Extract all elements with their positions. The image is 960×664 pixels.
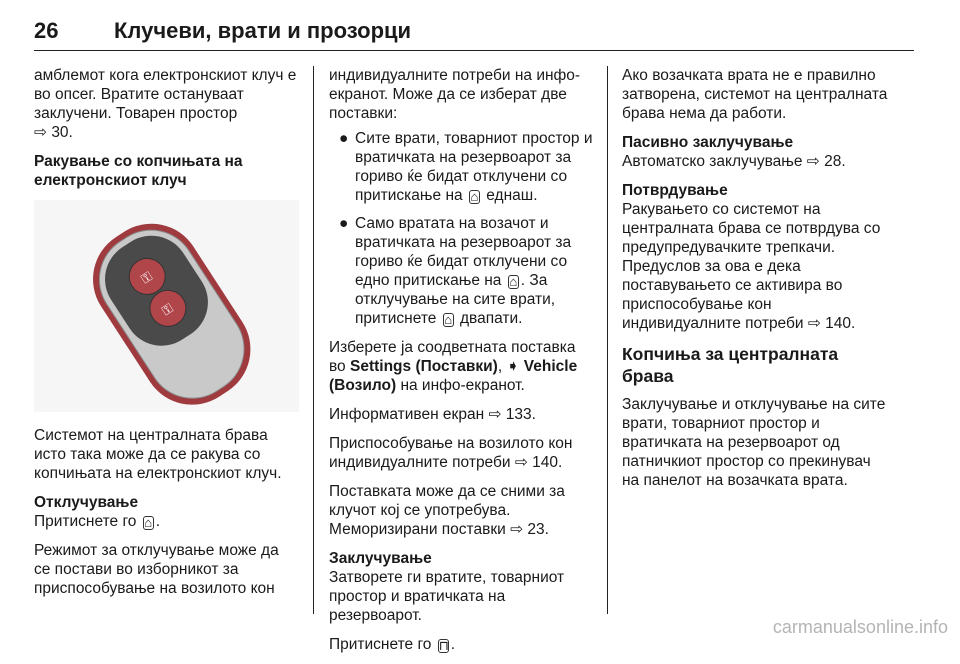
section-heading: Ракување со копчињата на електронскиот клуч <box>34 153 243 189</box>
section-heading: Заклучување <box>329 550 432 567</box>
page-ref[interactable]: 140. <box>825 315 856 332</box>
svg-text:⚿: ⚿ <box>159 301 177 320</box>
column-divider <box>607 66 608 614</box>
paragraph: Информативен екран ⇨ 133. <box>329 406 536 423</box>
page-ref[interactable]: 30. <box>51 124 73 141</box>
paragraph: Системот на централната брава исто така може да се ракува со копчињата на електронскиот клуч. <box>34 427 282 482</box>
paragraph: Поставката може да се сними за клучот кој се употребува. Меморизирани поставки ⇨ 23. <box>329 483 565 538</box>
page-ref[interactable]: 140. <box>532 454 563 471</box>
column-3 <box>622 66 892 500</box>
paragraph: амблемот кога електронскиот клуч е во опсег. Вратите остануваат заклучени. Товарен простор ⇨ 30. <box>34 67 297 141</box>
section-heading: Потврдување <box>622 182 728 199</box>
page-ref[interactable]: 133. <box>505 406 536 423</box>
section-heading-large: Копчиња за централната брава <box>622 344 839 386</box>
svg-text:⚿: ⚿ <box>138 269 156 288</box>
page-title: Клучеви, врати и прозорци <box>114 18 412 43</box>
paragraph: Притиснете го ⊓ . <box>329 636 456 653</box>
paragraph: Заклучување и отклучување на сите врати, товарниот простор и вратичката на резервоарот од патничкиот простор со прекинувач на панелот на возачката врата. <box>622 396 886 489</box>
page-number: 26 <box>34 18 59 43</box>
paragraph: Ракувањето со системот на централната брава се потврдува со предупредувачките трепкачи. Предуслов за ова е дека поставувањето се активира во приспособување кон индивидуалните потреби ⇨ 140. <box>622 201 881 332</box>
bullet-icon: ● <box>339 215 349 232</box>
page-ref[interactable]: 23. <box>527 521 549 538</box>
ref-arrow-icon: ⇨ <box>510 521 524 538</box>
column-1 <box>34 66 299 608</box>
paragraph: Притиснете го ⌂ . <box>34 513 161 530</box>
column-divider <box>313 66 314 614</box>
arrow-icon: ➧ <box>506 358 520 375</box>
ref-arrow-icon: ⇨ <box>514 454 528 471</box>
paragraph: Режимот за отклучување може да се постави во изборникот за приспособување на возилото кон <box>34 542 279 597</box>
paragraph: Автоматско заклучување ⇨ 28. <box>622 153 846 170</box>
unlock-icon: ⌂ <box>444 312 453 327</box>
paragraph: Ако возачката врата не е правилно затворена, системот на централната брава нема да работи. <box>622 67 888 122</box>
menu-path: Vehicle (Возило) <box>329 358 578 394</box>
ref-arrow-icon: ⇨ <box>807 315 821 332</box>
ref-arrow-icon: ⇨ <box>488 406 502 423</box>
unlock-icon: ⌂ <box>470 189 479 204</box>
paragraph: Приспособување на возилото кон индивидуалните потреби ⇨ 140. <box>329 435 573 471</box>
electronic-key-illustration <box>34 200 299 412</box>
paragraph: индивидуалните потреби на инфо-екранот. Може да се изберат две поставки: <box>329 67 581 122</box>
ref-arrow-icon: ⇨ <box>34 124 47 141</box>
list-item: ● Само вратата на возачот и вратичката на резервоарот за гориво ќе бидат отклучени со едно притискање на ⌂ . За отклучување на сите врати, притиснете ⌂ двапати. <box>339 215 572 327</box>
ref-arrow-icon: ⇨ <box>806 153 820 170</box>
lock-icon: ⊓ <box>438 638 449 653</box>
paragraph: Изберете ја соодветната поставка во Settings (Поставки), ➧ Vehicle (Возило) на инфо-екранот. <box>329 339 578 394</box>
option-list <box>329 129 595 328</box>
page-ref[interactable]: 28. <box>824 153 846 170</box>
unlock-icon: ⌂ <box>144 515 153 530</box>
section-heading: Пасивно заклучување <box>622 134 794 151</box>
column-2 <box>329 66 595 664</box>
list-item: ● Сите врати, товарниот простор и вратичката на резервоарот за гориво ќе бидат отклучени со притискање на ⌂ еднаш. <box>339 130 593 204</box>
menu-path: Settings (Поставки) <box>350 358 498 375</box>
section-heading: Отклучување <box>34 494 139 511</box>
page-header <box>34 12 914 51</box>
bullet-icon: ● <box>339 130 349 147</box>
unlock-icon: ⌂ <box>509 274 518 289</box>
watermark: carmanualsonline.info <box>772 617 948 637</box>
paragraph: Затворете ги вратите, товарниот простор и вратичката на резервоарот. <box>329 569 565 624</box>
